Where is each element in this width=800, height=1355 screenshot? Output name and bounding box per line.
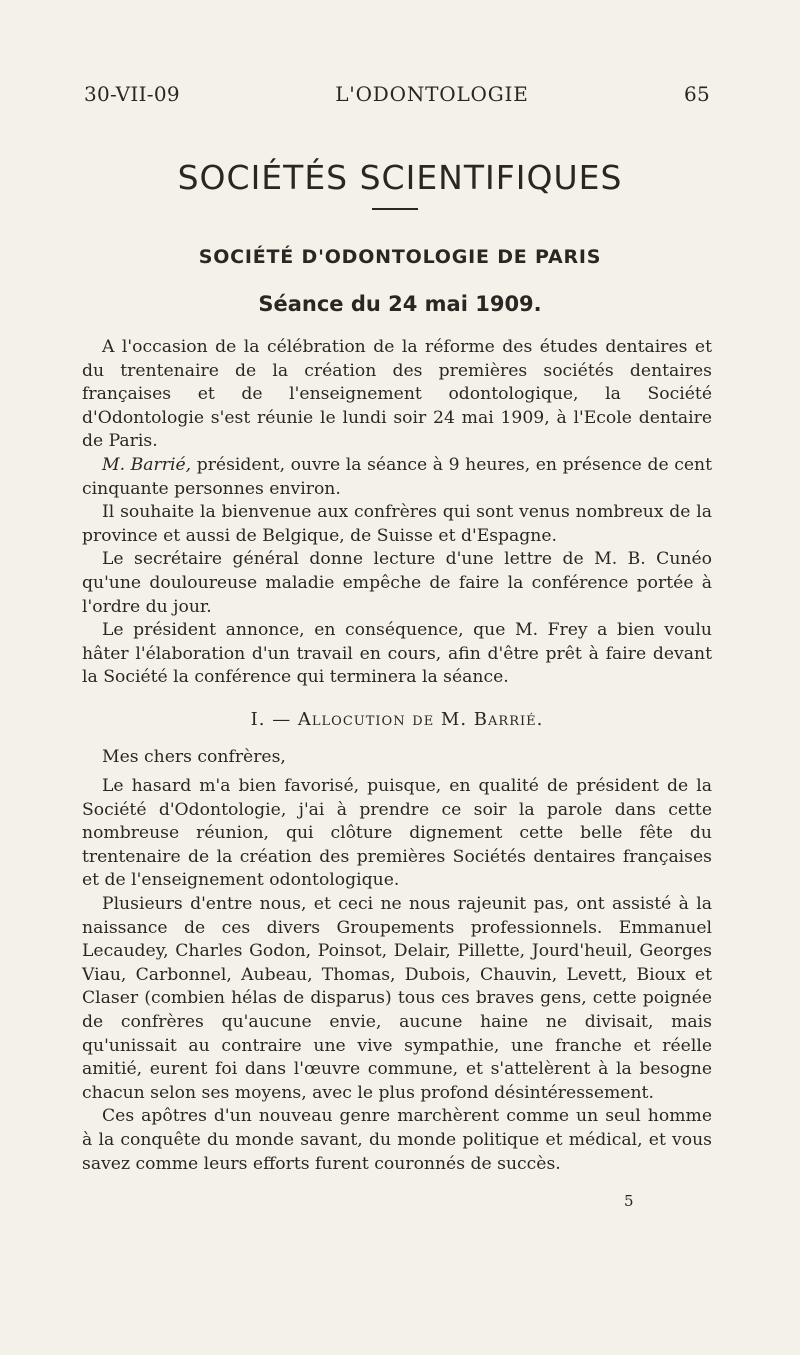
- paragraph: A l'occasion de la célébration de la réforme des études dentaires et du trentenaire de la création des premières sociétés dentaires françaises et de l'enseignement odontologique, la Société d'Odontologie s'est réunie le lundi soir 24 mai 1909, à l'Ecole dentaire de Paris.: [82, 337, 712, 452]
- header-date: 30-VII-09: [84, 82, 180, 106]
- paragraph: Ces apôtres d'un nouveau genre marchèrent comme un seul homme à la conquête du monde savant, du monde politique et médical, et vous savez comme leurs efforts furent couronnés de succès.: [82, 1106, 712, 1174]
- page-number: 65: [683, 82, 710, 106]
- paragraph: Il souhaite la bienvenue aux confrères qui sont venus nombreux de la province et aussi de Belgique, de Suisse et d'Espagne.: [82, 502, 712, 546]
- session-date: Séance du 24 mai 1909.: [258, 292, 542, 316]
- article-body: [82, 336, 712, 1176]
- title-divider: [372, 208, 418, 210]
- paragraph: Le hasard m'a bien favorisé, puisque, en qualité de président de la Société d'Odontologie, j'ai à prendre ce soir la parole dans cette nombreuse réunion, qui clôture dignement cette belle fête du trentenaire de la création des premières Sociétés dentaires françaises et de l'enseignement odontologique.: [82, 776, 712, 891]
- paragraph: Plusieurs d'entre nous, et ceci ne nous rajeunit pas, ont assisté à la naissance de ces divers Groupements professionnels. Emmanuel Lecaudey, Charles Godon, Poinsot, Delair, Pillette, Jourd'heuil, Georges Viau, Carbonnel, Aubeau, Thomas, Dubois, Chauvin, Levett, Bioux et Claser (combien hélas de disparus) tous ces braves gens, cette poignée de confrères qu'aucune envie, aucune haine ne divisait, mais qu'unissait au contraire une vive sympathie, une franche et réelle amitié, eurent foi dans l'œuvre commune, et s'attelèrent à la besogne chacun selon ses moyens, avec le plus profond désintéressement.: [82, 894, 712, 1103]
- signature-mark: 5: [624, 1192, 634, 1210]
- paragraph: Le secrétaire général donne lecture d'une lettre de M. B. Cunéo qu'une douloureuse maladie empêche de faire la conférence portée à l'ordre du jour.: [82, 549, 712, 617]
- section-title: SOCIÉTÉS SCIENTIFIQUES: [177, 158, 623, 197]
- speaker-name: M. Barrié,: [102, 454, 192, 475]
- journal-name: L'ODONTOLOGIE: [335, 82, 529, 106]
- running-head: [84, 82, 710, 106]
- paragraph: [82, 454, 712, 501]
- salutation: Mes chers confrères,: [102, 746, 286, 767]
- society-title: SOCIÉTÉ D'ODONTOLOGIE DE PARIS: [198, 246, 602, 268]
- paragraph-text: président, ouvre la séance à 9 heures, en présence de cent cinquante personnes environ.: [82, 454, 712, 499]
- allocution-heading: I. — Allocution de M. Barrié.: [250, 708, 544, 730]
- paragraph: Le président annonce, en conséquence, que M. Frey a bien voulu hâter l'élaboration d'un travail en cours, afin d'être prêt à faire devant la Société la conférence qui terminera la séance.: [82, 620, 712, 688]
